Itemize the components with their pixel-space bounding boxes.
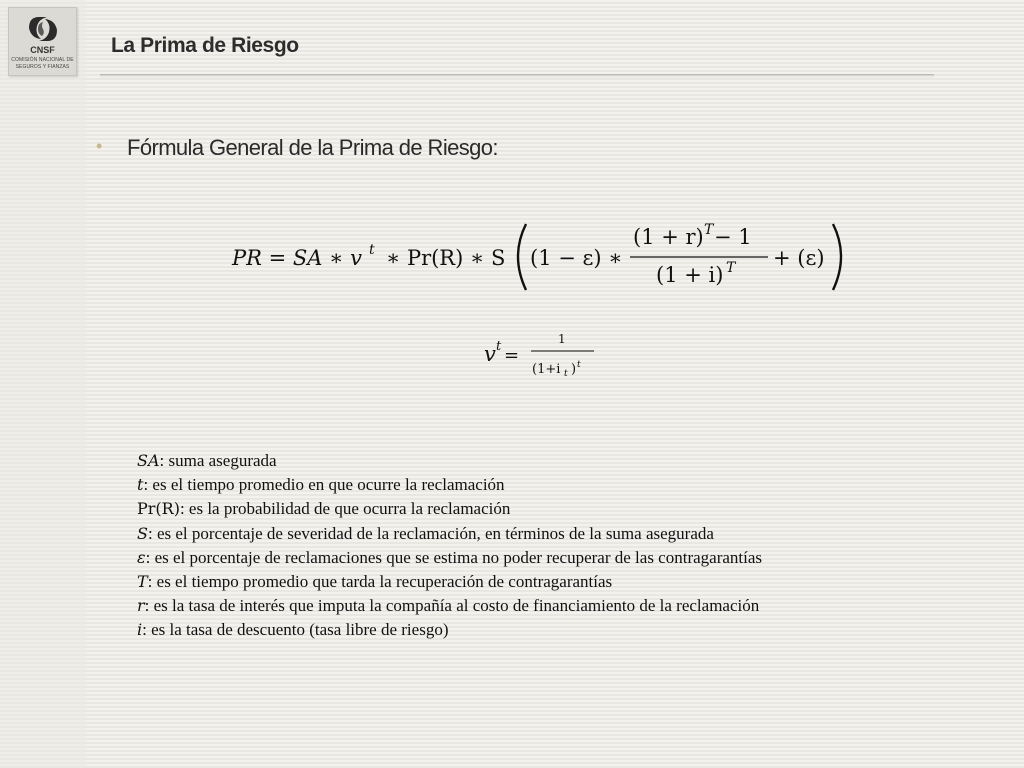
slide-title: La Prima de Riesgo — [111, 34, 299, 57]
definition-symbol: Pr(R) — [137, 499, 180, 519]
formula-middle: ∗ Pr(R) ∗ S — [386, 246, 506, 270]
discount-denominator-subscript: t — [564, 369, 568, 379]
variable-definitions — [137, 449, 762, 643]
definition-symbol: T — [137, 572, 148, 592]
definition-text: : suma asegurada — [159, 451, 277, 470]
cnsf-logo — [8, 7, 77, 76]
cnsf-emblem-icon — [25, 14, 61, 44]
definition-text: : es la tasa de interés que imputa la compañía al costo de financiamiento de la reclamación — [144, 596, 760, 616]
section-heading: Fórmula General de la Prima de Riesgo: — [127, 135, 498, 160]
formula-numerator-exponent: T — [704, 222, 714, 238]
title-divider — [100, 74, 934, 78]
formula-denominator: (1 + i) — [656, 263, 724, 287]
formula-numerator: (1 + r) — [633, 225, 704, 249]
definition-i — [137, 618, 762, 642]
discount-factor-formula — [482, 330, 602, 380]
definition-symbol: i — [137, 620, 143, 640]
discount-denominator-exponent: t — [577, 360, 581, 370]
bullet-marker: • — [96, 136, 103, 156]
formula-numerator-tail: − 1 — [714, 225, 752, 249]
definition-text: : es el tiempo promedio que tarda la recuperación de contragarantías — [147, 572, 613, 592]
definition-text: : es el porcentaje de severidad de la reclamación, en términos de la suma asegurada — [147, 523, 714, 543]
definition-text: : es el porcentaje de reclamaciones que se estima no poder recuperar de las contragarantías — [145, 547, 763, 567]
discount-lhs: v — [484, 342, 496, 366]
formula-factor: (1 − ε) ∗ — [530, 246, 623, 270]
discount-denominator: (1+i — [532, 362, 561, 377]
logo-subtitle-line-1: COMISIÓN NACIONAL DE — [11, 57, 74, 63]
definition-t — [137, 473, 762, 497]
definition-symbol: r — [137, 596, 145, 616]
definition-symbol: SA — [137, 451, 160, 470]
definition-text: : es la probabilidad de que ocurra la reclamación — [179, 499, 511, 519]
discount-lhs-exponent: t — [496, 339, 502, 354]
definition-symbol: t — [137, 475, 144, 495]
discount-numerator: 1 — [558, 332, 566, 346]
definition-symbol: S — [137, 523, 148, 543]
discount-denominator-close: ) — [571, 362, 577, 377]
logo-subtitle-line-2: SEGUROS Y FIANZAS — [15, 64, 70, 70]
definition-text: : es la tasa de descuento (tasa libre de riesgo) — [142, 620, 449, 640]
definition-epsilon — [137, 546, 762, 570]
definition-symbol: ε — [137, 547, 146, 567]
formula-lhs: PR = SA ∗ v — [232, 246, 362, 270]
formula-tail: + (ε) — [773, 246, 825, 270]
definition-text: : es el tiempo promedio en que ocurre la reclamación — [143, 475, 505, 495]
formula-left-paren — [518, 224, 526, 290]
definition-sa — [137, 449, 762, 473]
definition-s — [137, 522, 762, 546]
risk-premium-formula — [230, 220, 850, 296]
formula-right-paren — [833, 224, 841, 290]
formula-denominator-exponent: T — [726, 260, 736, 276]
definition-big-t — [137, 570, 762, 594]
left-margin-band — [0, 0, 86, 768]
definition-pr-r — [137, 497, 762, 521]
logo-acronym: CNSF — [30, 45, 55, 55]
discount-equals: = — [504, 345, 520, 366]
definition-r — [137, 594, 762, 618]
formula-lhs-exponent: t — [369, 242, 375, 258]
